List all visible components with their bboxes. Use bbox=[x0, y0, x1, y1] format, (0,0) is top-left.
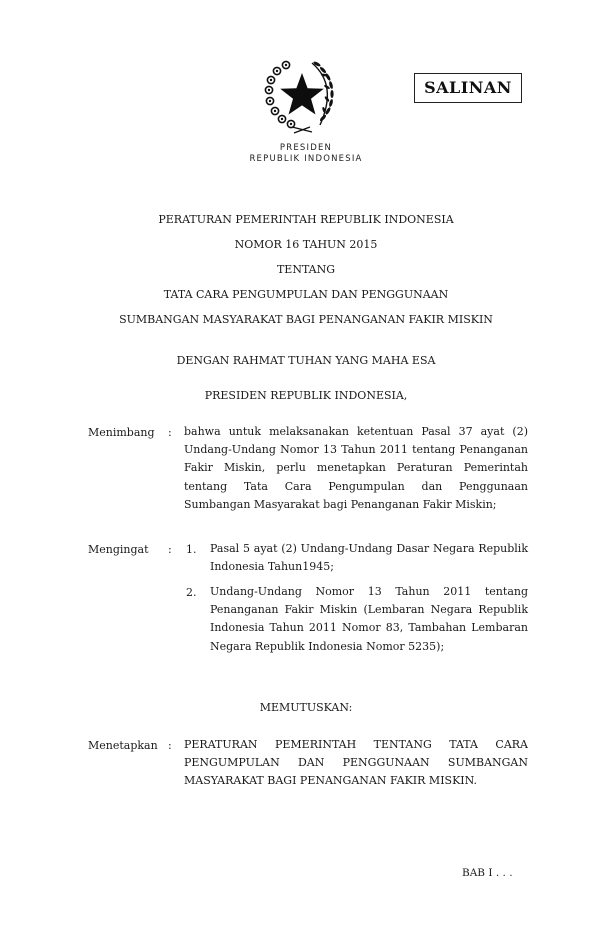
title-line-5: SUMBANGAN MASYARAKAT BAGI PENANGANAN FAKIR MISKIN bbox=[119, 313, 493, 326]
title-line-3: TENTANG bbox=[276, 263, 336, 276]
mengingat-colon: : bbox=[168, 543, 172, 556]
mengingat-label: Mengingat bbox=[88, 543, 149, 556]
memutuskan-heading: MEMUTUSKAN: bbox=[259, 701, 353, 714]
mengingat-item-2-text: Undang-Undang Nomor 13 Tahun 2011 tentang Penanganan Fakir Miskin (Lembaran Negara Republik Indonesia Tahun 2011 Nomor 83, Tambahan Lembaran Negara Republik Indonesia Nomor 5235); bbox=[210, 585, 528, 653]
salinan-stamp: SALINAN bbox=[414, 73, 522, 103]
menimbang-text: bahwa untuk melaksanakan ketentuan Pasal 37 ayat (2) Undang-Undang Nomor 13 Tahun 2011 tentang Penanganan Fakir Miskin, perlu menetapkan Peraturan Pemerintah tentang Tata Cara Pengumpulan dan Penggunaan Sumbangan Masyarakat bagi Penanganan Fakir Miskin; bbox=[184, 425, 528, 511]
mengingat-item-1-number: 1. bbox=[186, 543, 197, 556]
mengingat-item-1-text: Pasal 5 ayat (2) Undang-Undang Dasar Negara Republik Indonesia Tahun1945; bbox=[210, 542, 528, 574]
page-continuation: BAB I . . . bbox=[462, 867, 513, 879]
menimbang-colon: : bbox=[168, 426, 172, 439]
menetapkan-text: PERATURAN PEMERINTAH TENTANG TATA CARA PENGUMPULAN DAN PENGGUNAAN SUMBANGAN MASYARAKAT BAGI PENANGANAN FAKIR MISKIN. bbox=[184, 738, 528, 788]
menimbang-label: Menimbang bbox=[88, 426, 155, 439]
menetapkan-label: Menetapkan bbox=[88, 739, 158, 752]
mengingat-item-2-number: 2. bbox=[186, 586, 197, 599]
emblem-caption-republik: REPUBLIK INDONESIA bbox=[249, 154, 363, 164]
title-line-4: TATA CARA PENGUMPULAN DAN PENGGUNAAN bbox=[163, 288, 449, 301]
issuer: PRESIDEN REPUBLIK INDONESIA, bbox=[204, 389, 408, 402]
garuda-star-emblem-icon bbox=[262, 55, 342, 135]
title-line-1: PERATURAN PEMERINTAH REPUBLIK INDONESIA bbox=[158, 213, 454, 226]
title-line-2: NOMOR 16 TAHUN 2015 bbox=[234, 238, 378, 251]
menetapkan-colon: : bbox=[168, 739, 172, 752]
invocation: DENGAN RAHMAT TUHAN YANG MAHA ESA bbox=[176, 354, 436, 367]
emblem-caption-presiden: PRESIDEN bbox=[279, 143, 333, 153]
